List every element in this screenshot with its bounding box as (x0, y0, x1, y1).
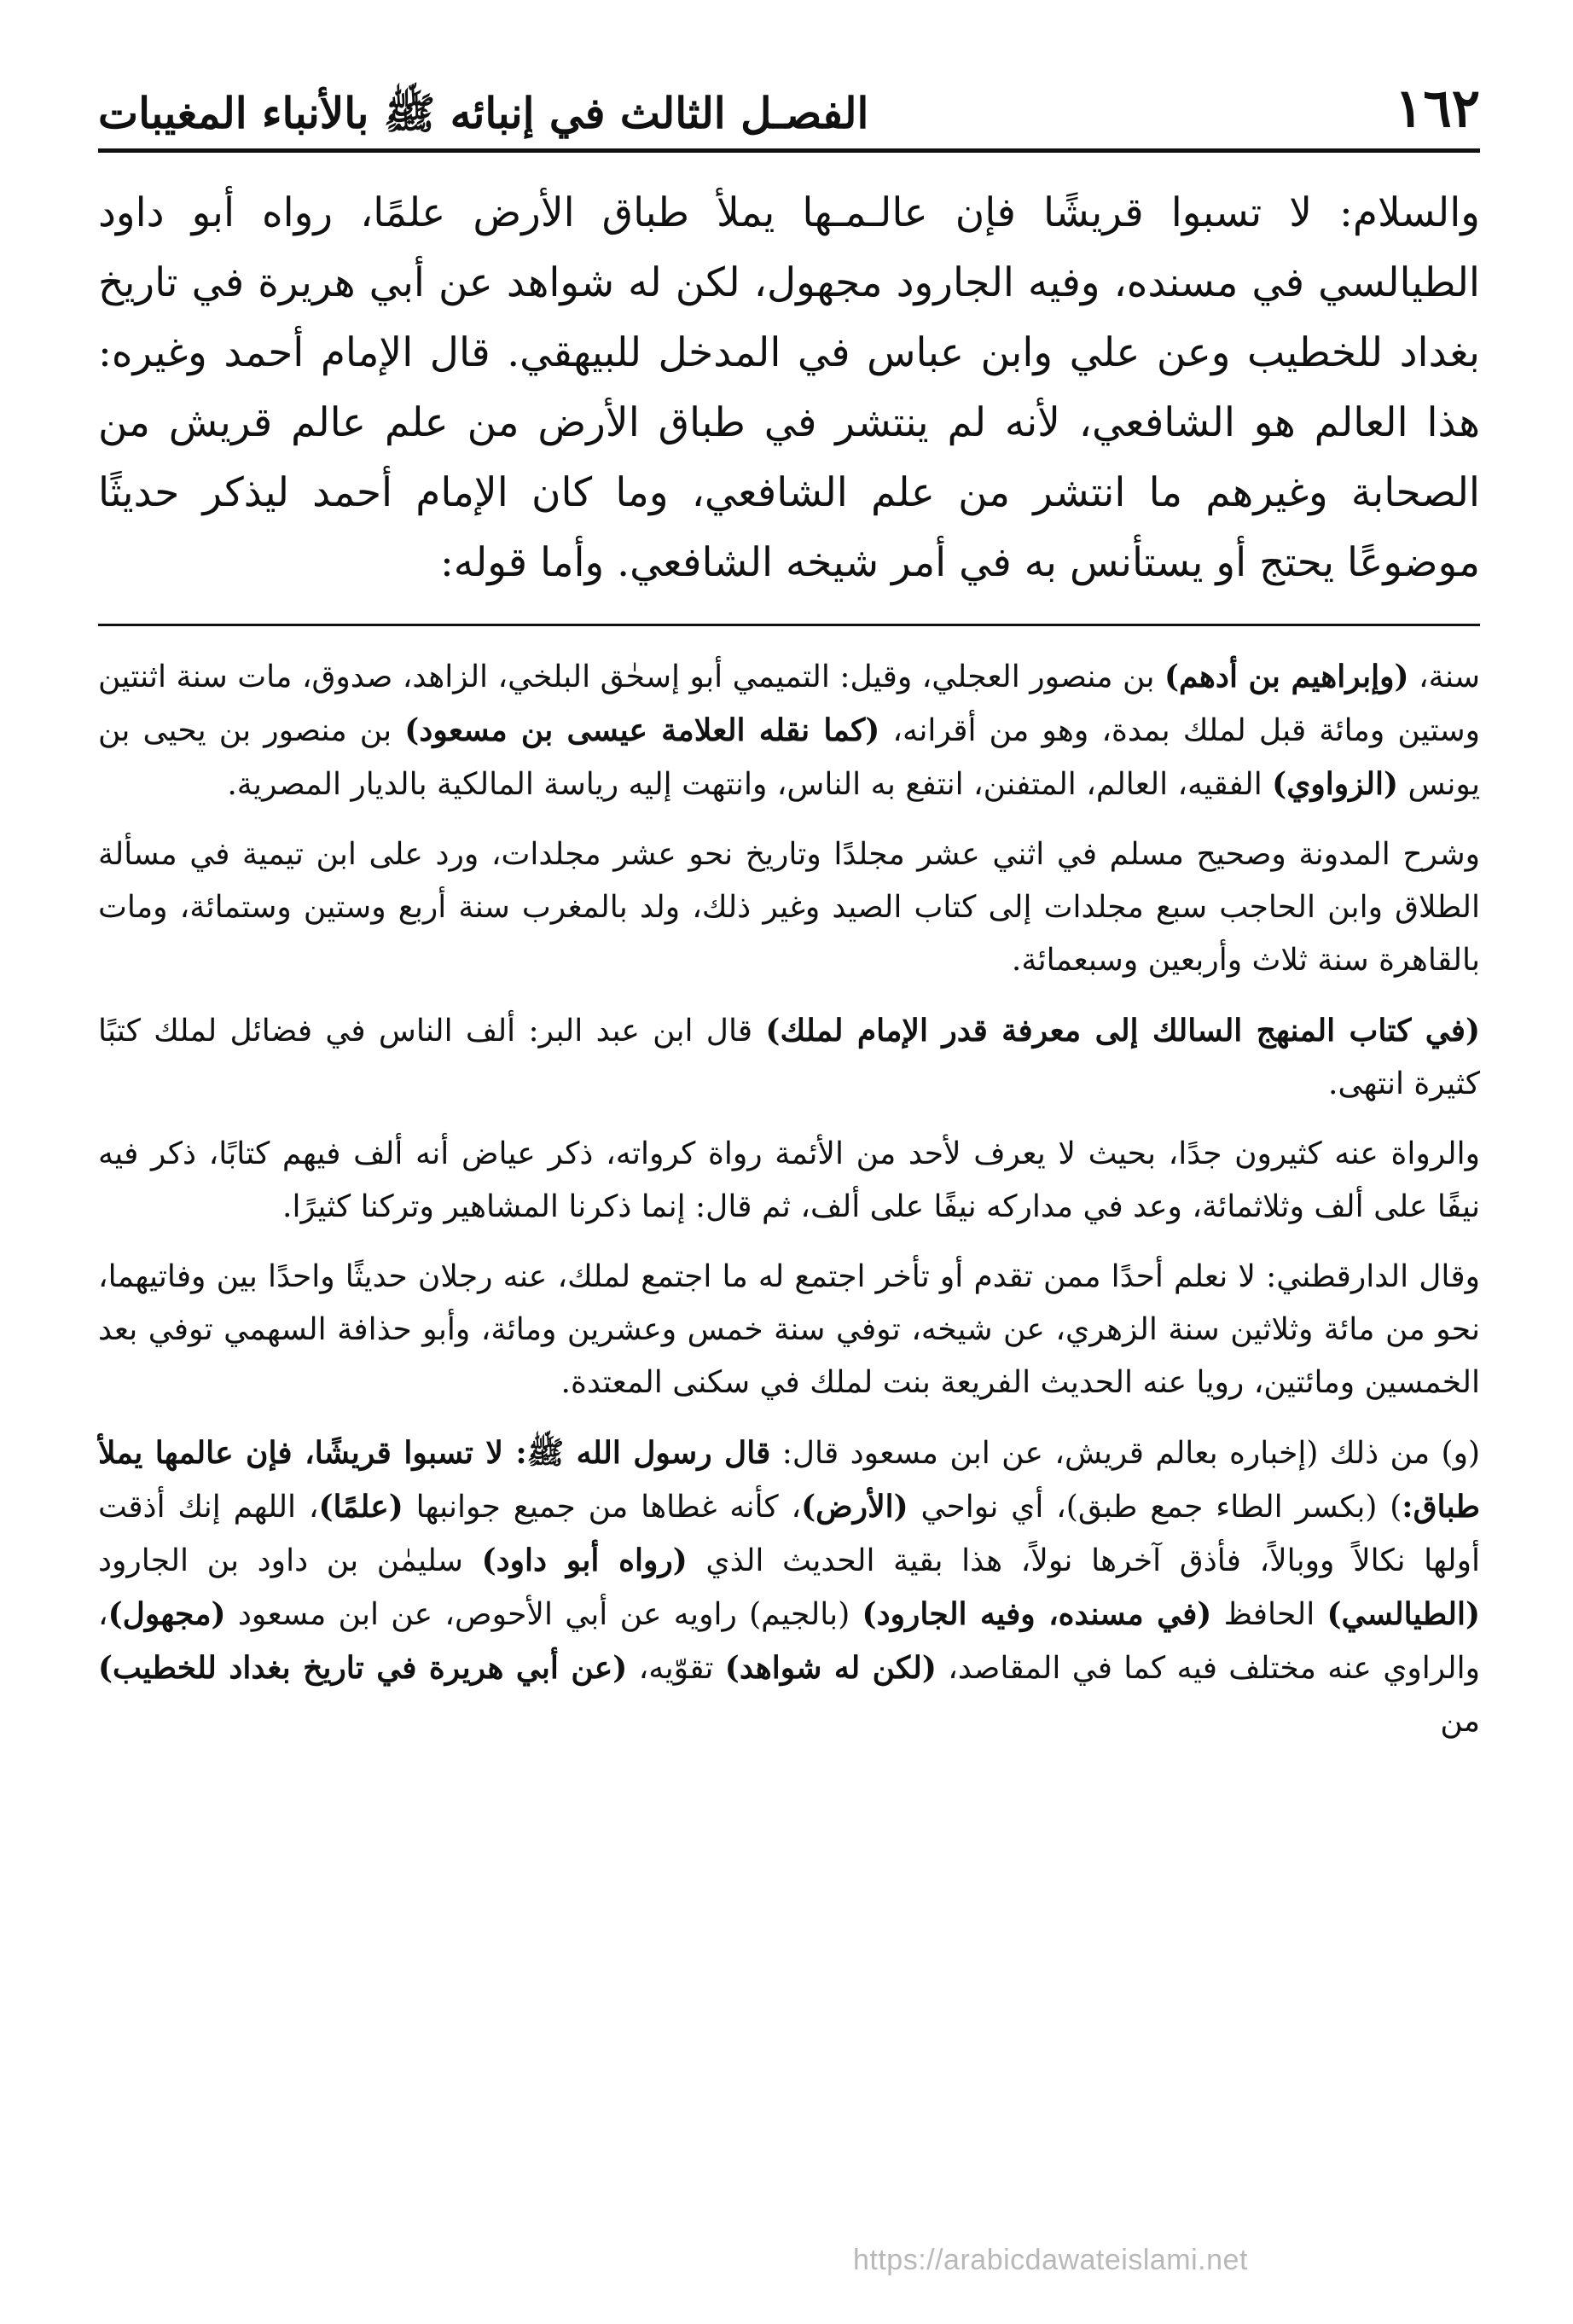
text-segment: ) (بكسر الطاء جمع طبق)، أي نواحي (908, 1490, 1402, 1525)
bold-segment: (لكن له شواهد) (724, 1650, 937, 1686)
book-page (98, 60, 1480, 2278)
commentary-paragraph-4: والرواة عنه كثيرون جدًا، بحيث لا يعرف لأحد من الأئمة رواة كرواته، ذكر عياض أنه ألف فيهم كتابًا، ذكر فيه نيفًا على ألف وثلاثمائة، وعد في مداركه نيفًا على ألف، ثم قال: إنما ذكرنا المشاهير وتركنا كثيرًا. (98, 1136, 1480, 1224)
text-segment: قال ابن عبد البر: ألف الناس في فضائل لملك كتبًا كثيرة انتهى. (98, 1014, 1480, 1101)
text-segment: ، كأنه غطاها من جميع جوانبها (403, 1490, 802, 1525)
text-segment: سنة، (1408, 659, 1481, 694)
commentary-paragraph-6 (98, 1426, 1480, 1748)
bold-segment: (الزواوي) (1272, 766, 1399, 802)
commentary-paragraph-1 (98, 650, 1480, 811)
text-segment: (بالجيم) راويه عن أبي الأحوص، عن ابن مسعود (225, 1597, 862, 1632)
bold-segment: (كما نقله العلامة عيسى بن مسعود) (404, 712, 880, 748)
running-title: الفصـل الثالث في إنبائه ﷺ بالأنباء المغيبات (98, 88, 869, 138)
commentary-paragraph-5: وقال الدارقطني: لا نعلم أحدًا ممن تقدم أو تأخر اجتمع له ما اجتمع لملك، عنه رجلان حديثًا واحدًا بين وفاتيهما، نحو من مائة وثلاثين سنة الزهري، عن شيخه، توفي سنة خمس وعشرين ومائة، وأبو حذافة السهمي توفي بعد الخمسين ومائتين، رويا عنه الحديث الفريعة بنت لملك في سكنى المعتدة. (98, 1259, 1480, 1400)
bold-segment: (الأرض) (801, 1489, 908, 1525)
text-segment: تقوّيه، (627, 1651, 725, 1686)
bold-segment: (مجهول) (107, 1596, 226, 1632)
footnote-separator (98, 624, 1480, 626)
watermark-url: https://arabicdawateislami.net (853, 2244, 1248, 2276)
bold-segment: (وإبراهيم بن أدهم) (1164, 659, 1409, 694)
text-segment: سليمٰن بن داود بن الجارود (98, 1543, 482, 1578)
page-header (98, 60, 1480, 139)
text-segment: الحافظ (1211, 1597, 1327, 1632)
main-text: والسلام: لا تسبوا قريشًا فإن عالـمـها يملأ طباق الأرض علمًا، رواه أبو داود الطيالسي في مسنده، وفيه الجارود مجهول، لكن له شواهد عن أبي هريرة في تاريخ بغداد للخطيب وعن علي وابن عباس في المدخل للبيهقي. قال الإمام أحمد وغيره: هذا العالم هو الشافعي، لأنه لم ينتشر في طباق الأرض من علم عالم قريش من الصحابة وغيرهم ما انتشر من علم الشافعي، وما كان الإمام أحمد ليذكر حديثًا موضوعًا يحتج أو يستأنس به في أمر شيخه الشافعي. وأما قوله: (98, 189, 1480, 586)
bold-segment: (الطيالسي) (1326, 1596, 1480, 1632)
text-segment: ، اللهم إنك أذقت أولها نكالاً ووبالاً، فأذق آخرها نولاً، هذا بقية الحديث الذي (98, 1490, 1481, 1578)
bold-segment: (عن أبي هريرة في تاريخ بغداد للخطيب) (98, 1650, 628, 1686)
bold-segment: (رواه أبو داود) (481, 1543, 688, 1578)
text-segment: ، والراوي عنه مختلف فيه كما في المقاصد، (98, 1597, 1480, 1686)
text-segment: (و) من ذلك (إخباره بعالم قريش، عن ابن مسعود قال: (770, 1436, 1480, 1471)
page-number: ١٦٢ (1395, 77, 1480, 139)
header-rule (98, 148, 1480, 153)
commentary-paragraph-2: وشرح المدونة وصحيح مسلم في اثني عشر مجلدًا وتاريخ نحو عشر مجلدات، ورد على ابن تيمية في مسألة الطلاق وابن الحاجب سبع مجلدات إلى كتاب الصيد وغير ذلك، ولد بالمغرب سنة أربع وستين وستمائة، ومات بالقاهرة سنة ثلاث وأربعين وسبعمائة. (98, 837, 1480, 978)
commentary-paragraph-3 (98, 1004, 1480, 1111)
bold-segment: (في كتاب المنهج السالك إلى معرفة قدر الإمام لملك) (765, 1013, 1480, 1049)
bold-segment: قال رسول الله ﷺ: لا تسبوا قريشًا، فإن عالمها يملأ طباق: (98, 1435, 1481, 1525)
commentary-section (98, 650, 1480, 1748)
bold-segment: (علمًا) (318, 1489, 403, 1525)
text-segment: من (1440, 1704, 1480, 1739)
text-segment: بن منصور العجلي، وقيل: التميمي أبو إسحٰق البلخي، الزاهد، صدوق، مات سنة اثنتين وستين ومائة قبل لملك بمدة، وهو من أقرانه، (98, 659, 1481, 748)
bold-segment: (في مسنده، وفيه الجارود) (862, 1596, 1212, 1632)
text-segment: بن منصور بن يحيى بن يونس (98, 713, 1480, 802)
text-segment: الفقيه، العالم، المتفنن، انتفع به الناس، وانتهت إليه رياسة المالكية بالديار المصرية. (227, 767, 1273, 802)
